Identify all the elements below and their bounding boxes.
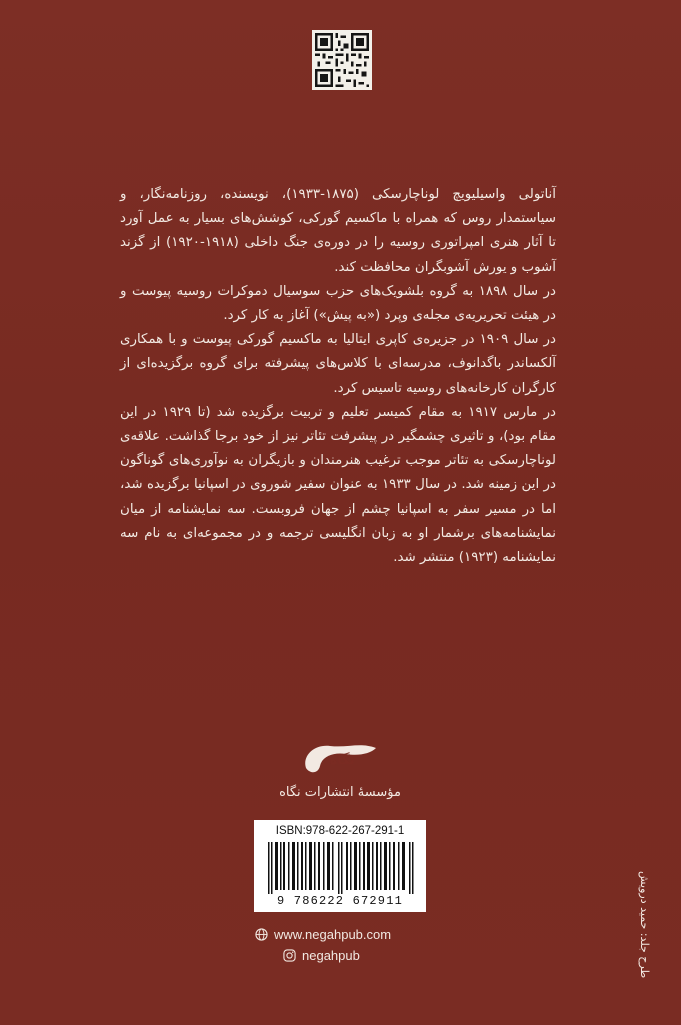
author-biography [120,183,556,570]
cover-design-credit: طرح جلد: حمید درویش [638,870,651,978]
instagram-handle: negahpub [302,948,360,963]
instagram-icon [283,949,296,962]
isbn-barcode [254,820,426,912]
biography-paragraph: در مارس ۱۹۱۷ به مقام کمیسر تعلیم و تربیت برگزیده شد (تا ۱۹۲۹ در این مقام بود)، و تاثیری چشمگیر در پیشرفت تئاتر نیز از خود برجا گذاشت. علاقه‌ی لوناچارسکی به تئاتر موجب ترغیب هنرمندان و بازیگران به نوآوری‌های گوناگون در این زمینه شد. در سال ۱۹۳۳ به عنوان سفیر شوروی در اسپانیا برگزیده شد، اما در مسیر سفر به اسپانیا چشم از جهان فروبست. سه نمایشنامه از میان نمایشنامه‌های برشمار او به زبان انگلیسی ترجمه و در مجموعه‌ای به نام سه نمایشنامه (۱۹۲۳) منتشر شد. [120,404,557,566]
barcode-icon [268,842,414,894]
barcode-digits: 9 786222 672911 [276,894,404,908]
publisher-name: مؤسسهٔ انتشارات نگاه [279,785,401,800]
publisher-logo-text: نگاه [329,753,355,768]
globe-icon [255,928,268,941]
biography-paragraph: آناتولی واسیلیویچ لوناچارسکی (۱۸۷۵-۱۹۳۳)، نویسنده، روزنامه‌نگار، و سیاستمدار روس که همراه با ماکسیم گورکی، کوشش‌های بسیار به عمل آورد تا آثار هنری امپراتوری روسیه را در دوره‌ی جنگ داخلی (۱۹۱۸-۱۹۲۰) از گزند آشوب و یورش آشوبگران محافظت کند. [120,187,556,275]
website-link[interactable] [255,927,435,942]
biography-paragraph: در سال ۱۹۰۹ در جزیره‌ی کاپری ایتالیا به ماکسیم گورکی پیوست و با همکاری آلکساندر باگدانوف، مدرسه‌ای با کلاس‌های پیشرفته برای گروه برگزیده‌ای از کارگران کارخانه‌های روسیه تاسیس کرد. [120,332,556,396]
isbn-label: ISBN:978-622-267-291-1 [275,825,405,837]
publisher-logo [300,738,382,778]
biography-paragraph: در سال ۱۸۹۸ به گروه بلشویک‌های حزب سوسیال دموکرات روسیه پیوست و در هیئت تحریریه‌ی مجله‌ی وپرد («به پیش») آغاز به کار کرد. [120,283,556,324]
qr-code-icon [312,30,372,90]
instagram-link[interactable] [283,948,463,963]
website-url: www.negahpub.com [274,927,392,942]
